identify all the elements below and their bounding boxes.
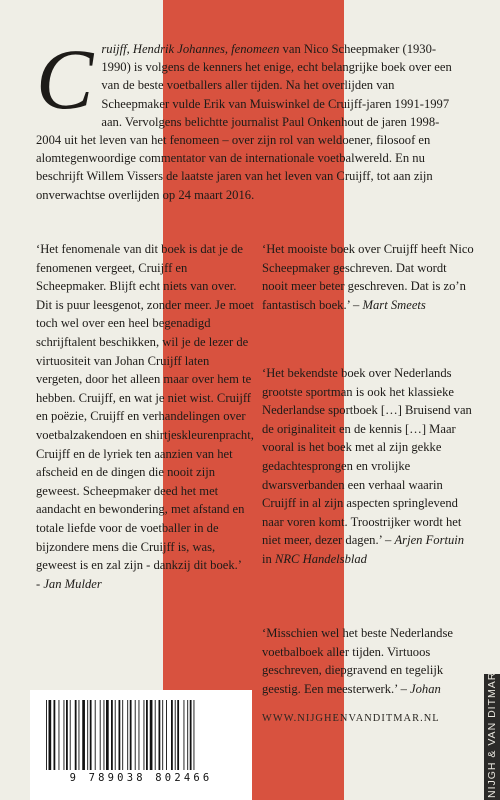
intro-text: van Nico Scheepmaker (1930-1990) is volgens de kenners het enige, echt belangrijke boek over een van de beste voetballers aller tijden. Na het overlijden van Scheepmaker vulde Erik van Muiswinkel de Cruijff-jaren 1991-1997 aan. Vervolgens belichtte journalist Paul Onkenhout de jaren 1998-2004 uit het leven van het fenomeen – over zijn rol van weldoener, filosoof en alomtegenwoordige commentator van de internationale voetbalwereld. En nu beschrijft Willem Vissers de laatste jaren van het leven van Cruijff, tot aan zijn onverwachtse overlijden op 24 maart 2016. [36, 42, 452, 202]
quote-text: ‘Misschien wel het beste Nederlandse voetbalboek aller tijden. Virtuoos geschreven, diepgravend en tegelijk geestig. Een meesterwerk.’ [262, 626, 453, 696]
quote-author: Mart Smeets [362, 297, 426, 312]
quote-mart-smeets [262, 240, 474, 314]
quote-text: ‘Het bekendste boek over Nederlands grootste sportman is ook het klassieke Nederlandse sportboek […] Bruisend van de originaliteit en de kennis […] Maar vooral is het boek met al zijn gekke gedachtesprongen en vrolijke dwarsverbanden een verhaal waarin Cruijff in al zijn aspecten springlevend naar voren komt. Troostrijker wordt het niet meer, dezer dagen.’ [262, 366, 472, 548]
barcode-icon [44, 700, 234, 770]
book-title-italic: ruijff, Hendrik Johannes, fenomeen [101, 42, 280, 56]
quote-arjen-fortuin [262, 364, 474, 569]
barcode-box [30, 690, 252, 800]
isbn-number: 9 789038 802466 [69, 772, 213, 784]
publisher-website[interactable]: WWW.NIJGHENVANDITMAR.NL [262, 713, 440, 724]
quote-publication: NRC Handelsblad [274, 551, 367, 566]
author-dash: – [381, 533, 395, 548]
quote-author: Johan [410, 681, 441, 696]
quote-text: ‘Het mooiste boek over Cruijff heeft Nico Scheepmaker geschreven. Dat wordt nooit meer beter geschreven. Dat is zo’n fantastisch boek.’ [262, 242, 474, 312]
quote-johan [262, 624, 474, 698]
quote-author: Arjen Fortuin [394, 533, 465, 548]
drop-cap-letter: C [36, 31, 94, 127]
author-dash: - [36, 576, 44, 591]
intro-paragraph [36, 31, 464, 204]
quote-author: Jan Mulder [43, 576, 102, 591]
quote-text: ‘Het fenomenale van dit boek is dat je de fenomenen vergeet, Cruijff en Scheepmaker. Blijft echt niets van over. Dit is puur leesgenot, zonder meer. Je moet toch wel over een heel begenadigd schrijftalent beschikken, wil je de lezer de virtuositeit van Johan Cruijff laten vergeten, door het alleen maar over hem te hebben. Cruijff, en wat je niet wist. Cruijff en poëzie, Cruijff en verhandelingen over voetbalzakendoen en shirtjeskleurenpracht, Cruijff en de lyriek ten aanzien van het afscheid en de dingen die nooit zijn geweest. Scheepmaker deed het met aandacht en bewondering, met afstand en totale liefde voor de voetballer in de bijzondere mens die Cruijff is, was, geweest is en zal zijn - dankzij dit boek.’ [36, 242, 254, 573]
in-word: in [262, 551, 275, 566]
quote-jan-mulder [36, 240, 254, 593]
author-dash: – [397, 681, 411, 696]
publisher-spine-text: NIJGH & VAN DITMAR [486, 671, 498, 798]
author-dash: – [349, 297, 363, 312]
